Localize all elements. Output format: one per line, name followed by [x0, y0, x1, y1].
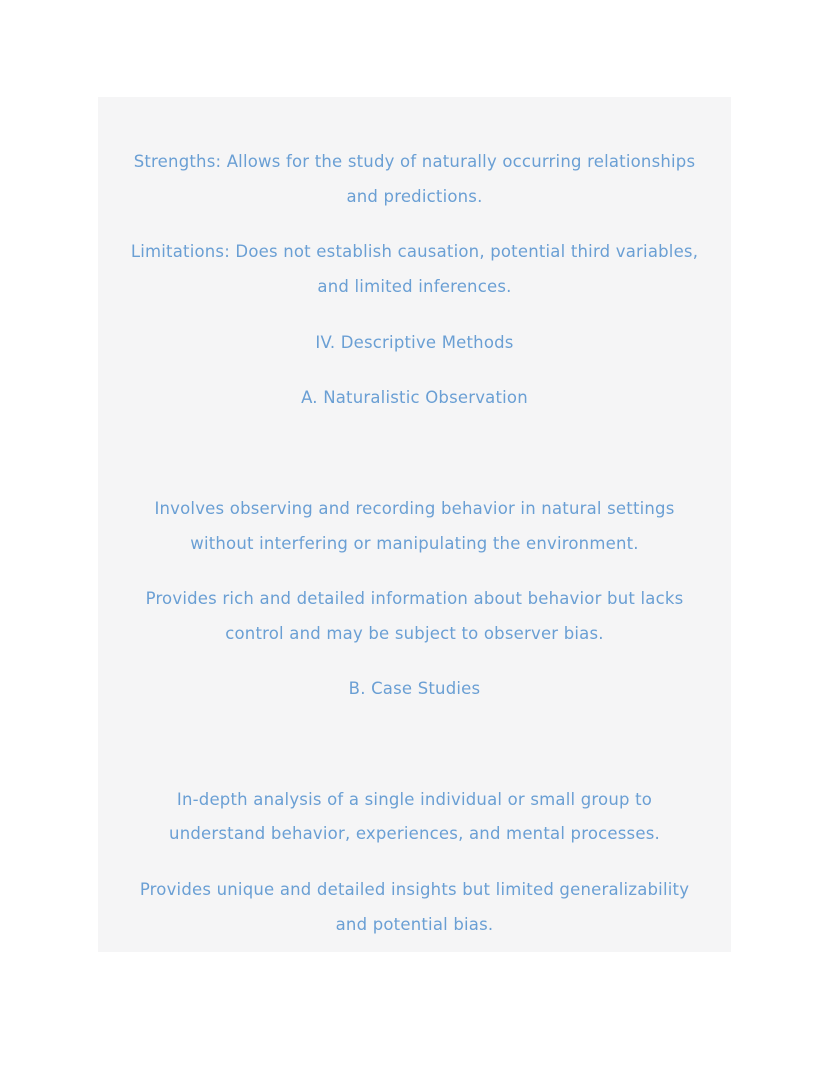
- case-studies-p1-line-2: understand behavior, experiences, and mental processes.: [169, 824, 660, 843]
- case-studies-p2-line-1: Provides unique and detailed insights but limited generalizability: [139, 880, 690, 899]
- limitations-line-1: Limitations: Does not establish causation, potential third variables,: [130, 242, 699, 261]
- case-studies-heading: B. Case Studies: [348, 679, 481, 698]
- strengths-line-1: Strengths: Allows for the study of naturally occurring relationships: [133, 152, 696, 171]
- document-panel: [98, 97, 731, 952]
- naturalistic-p1-line-1: Involves observing and recording behavior in natural settings: [154, 499, 675, 518]
- section-heading: IV. Descriptive Methods: [315, 333, 514, 352]
- naturalistic-p2-line-1: Provides rich and detailed information about behavior but lacks: [145, 589, 684, 608]
- naturalistic-p2-line-2: control and may be subject to observer bias.: [225, 624, 604, 643]
- strengths-line-2: and predictions.: [346, 187, 483, 206]
- naturalistic-p1-line-2: without interfering or manipulating the environment.: [190, 534, 639, 553]
- case-studies-p1-line-1: In-depth analysis of a single individual or small group to: [176, 790, 653, 809]
- limitations-line-2: and limited inferences.: [317, 277, 512, 296]
- naturalistic-observation-heading: A. Naturalistic Observation: [301, 388, 528, 407]
- case-studies-p2-line-2: and potential bias.: [335, 915, 494, 934]
